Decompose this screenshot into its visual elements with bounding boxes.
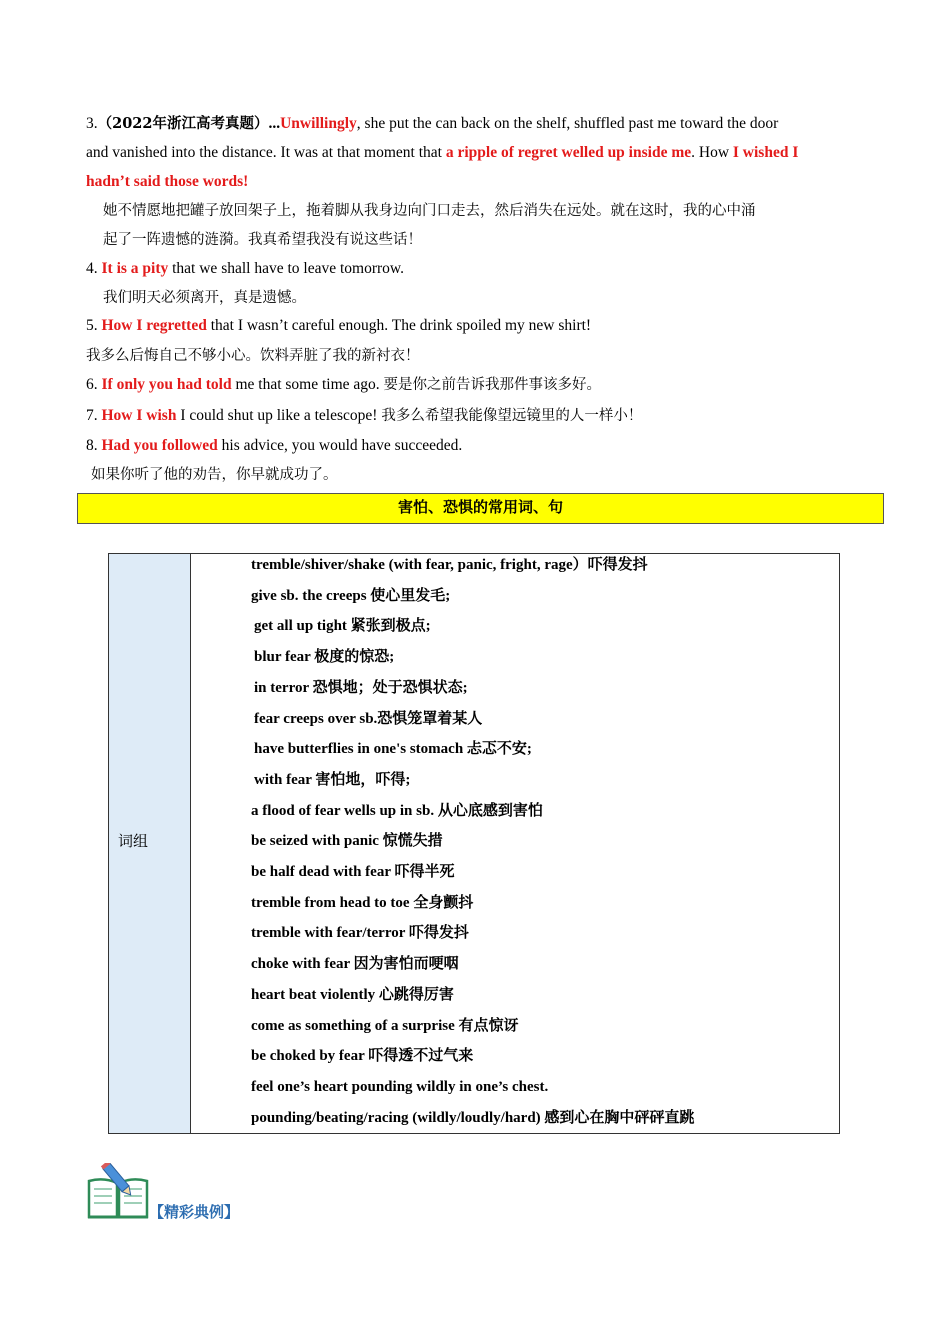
item-3-text-2: and vanished into the distance. It was at that moment that xyxy=(86,144,446,161)
phrase-row: give sb. the creeps 使心里发毛; xyxy=(251,587,451,604)
section-banner: 害怕、恐惧的常用词、句 xyxy=(77,493,884,524)
item-6-highlight: If only you had told xyxy=(101,376,232,393)
item-7-highlight: How I wish xyxy=(101,407,177,424)
item-5-number: 5. xyxy=(86,317,102,334)
item-3-line-2 xyxy=(86,142,798,164)
item-3-line-1 xyxy=(86,113,778,135)
phrase-row: blur fear 极度的惊恐; xyxy=(254,649,395,666)
phrase-row: be seized with panic 惊慌失措 xyxy=(251,833,443,850)
item-7-sentence xyxy=(86,405,642,427)
item-6-translation: 要是你之前告诉我那件事该多好。 xyxy=(383,377,602,393)
table-label: 词组 xyxy=(118,832,149,850)
phrase-row: choke with fear 因为害怕而哽咽 xyxy=(251,956,459,973)
item-5-text: that I wasn’t careful enough. The drink spoiled my new shirt! xyxy=(206,317,592,334)
item-7-text: I could shut up like a telescope! xyxy=(176,407,382,424)
item-3-line-3 xyxy=(86,171,248,193)
item-8-highlight: Had you followed xyxy=(101,437,218,454)
item-3-highlight-1: Unwillingly xyxy=(280,115,357,132)
item-3-dots: ... xyxy=(268,115,281,132)
book-pencil-icon xyxy=(86,1163,150,1221)
example-label: 【精彩典例】 xyxy=(149,1203,240,1221)
phrase-table xyxy=(108,553,840,1134)
item-6-text: me that some time ago. xyxy=(231,376,384,393)
phrase-row: tremble from head to toe 全身颤抖 xyxy=(251,894,474,911)
phrase-row: be choked by fear 吓得透不过气来 xyxy=(251,1048,474,1065)
item-8-text: his advice, you would have succeeded. xyxy=(217,437,463,454)
phrase-row: fear creeps over sb.恐惧笼罩着某人 xyxy=(254,710,483,727)
table-label-cell xyxy=(109,554,191,1133)
item-5-sentence xyxy=(86,315,591,337)
item-8-translation: 如果你听了他的劝告，你早就成功了。 xyxy=(91,467,338,483)
item-3-text-3: . How xyxy=(691,144,733,161)
phrase-row: a flood of fear wells up in sb. 从心底感到害怕 xyxy=(251,802,543,819)
item-7-number: 7. xyxy=(86,407,102,424)
phrase-row: pounding/beating/racing (wildly/loudly/hard) 感到心在胸中砰砰直跳 xyxy=(251,1109,695,1126)
item-6-number: 6. xyxy=(86,376,102,393)
item-4-number: 4. xyxy=(86,260,102,277)
item-8-sentence xyxy=(86,435,462,457)
item-4-text: that we shall have to leave tomorrow. xyxy=(168,260,404,277)
item-3-number: 3. xyxy=(86,115,98,132)
item-7-translation: 我多么希望我能像望远镜里的人一样小！ xyxy=(381,408,643,424)
phrase-row: come as something of a surprise 有点惊讶 xyxy=(251,1017,519,1034)
item-4-sentence xyxy=(86,258,404,280)
phrase-row: tremble/shiver/shake (with fear, panic, fright, rage）吓得发抖 xyxy=(251,557,648,573)
phrase-row: get all up tight 紧张到极点; xyxy=(254,618,431,635)
phrase-row: feel one’s heart pounding wildly in one’s chest. xyxy=(251,1078,549,1095)
phrase-row: in terror 恐惧地；处于恐惧状态; xyxy=(254,679,468,696)
phrase-row: heart beat violently 心跳得厉害 xyxy=(251,986,454,1003)
phrase-row: with fear 害怕地，吓得; xyxy=(254,771,411,788)
item-3-highlight-3b: hadn’t said those words! xyxy=(86,173,249,190)
item-5-translation: 我多么后悔自己不够小心。饮料弄脏了我的新衬衣！ xyxy=(86,348,420,364)
item-3-source: （2022年浙江高考真题） xyxy=(97,115,269,132)
phrase-row: be half dead with fear 吓得半死 xyxy=(251,864,455,880)
item-3-translation-1: 她不情愿地把罐子放回架子上，拖着脚从我身边向门口走去，然后消失在远处。就在这时，我的心中涌 xyxy=(103,203,756,219)
phrase-row: tremble with fear/terror 吓得发抖 xyxy=(251,925,469,942)
item-3-highlight-2: a ripple of regret welled up inside me xyxy=(445,144,692,161)
item-4-highlight: It is a pity xyxy=(101,260,169,277)
item-3-highlight-3a: I wished I xyxy=(732,144,799,161)
phrase-row: have butterflies in one's stomach 忐忑不安; xyxy=(254,741,532,758)
item-4-translation: 我们明天必须离开，真是遗憾。 xyxy=(103,290,306,306)
item-6-sentence xyxy=(86,374,601,396)
item-3-text-1: , she put the can back on the shelf, shuffled past me toward the door xyxy=(356,115,779,132)
item-3-translation-2: 起了一阵遗憾的涟漪。我真希望我没有说这些话！ xyxy=(103,232,422,248)
item-5-highlight: How I regretted xyxy=(101,317,207,334)
item-8-number: 8. xyxy=(86,437,102,454)
